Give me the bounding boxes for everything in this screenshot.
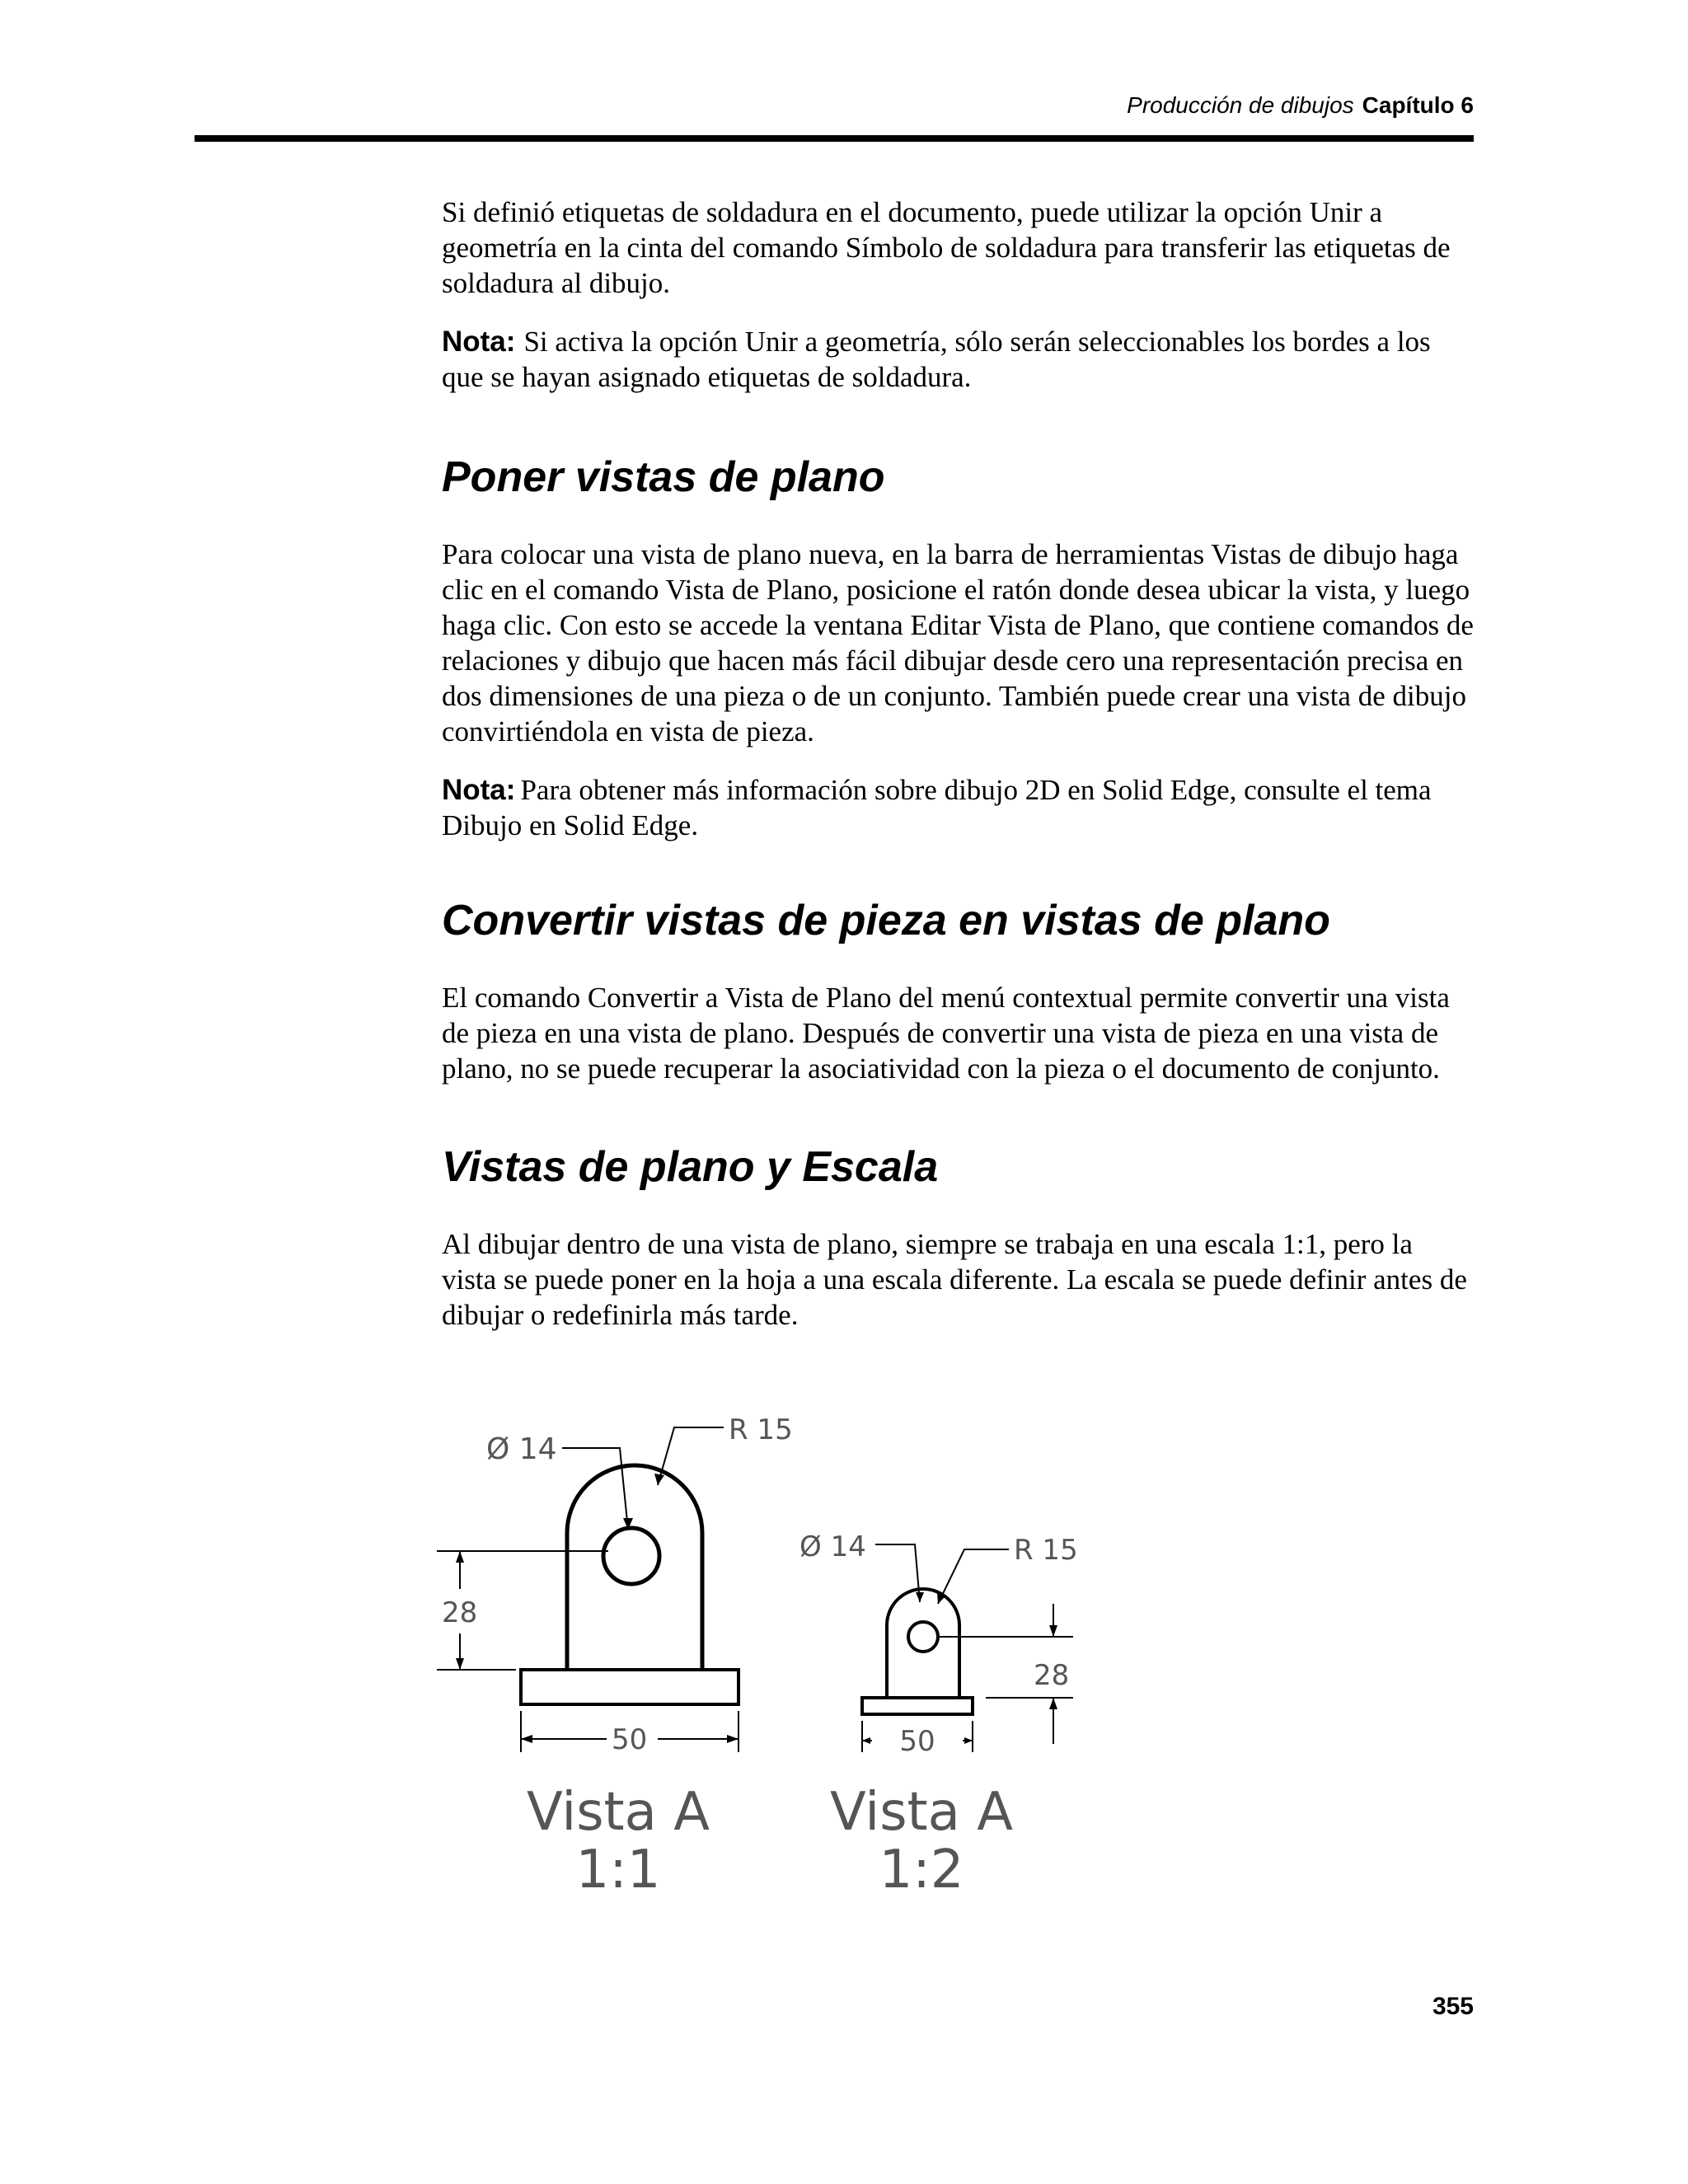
width-label-large: 50 <box>612 1723 648 1756</box>
drawing-views-svg <box>437 1418 1113 1912</box>
view-small <box>862 1544 1073 1752</box>
header-rule <box>195 135 1474 142</box>
dimension-arrow <box>964 1737 973 1744</box>
radius-label-small: R 15 <box>1014 1534 1078 1567</box>
diameter-label-small: Ø 14 <box>799 1530 866 1563</box>
view-scale-small: 1:2 <box>879 1840 964 1900</box>
base-plate-large <box>521 1670 738 1704</box>
note-label: Nota: <box>442 326 516 358</box>
radius-label-large: R 15 <box>729 1418 793 1446</box>
radius-leader-large <box>658 1427 724 1485</box>
header-chapter-name: Producción de dibujos <box>1127 92 1354 118</box>
leader-arrow <box>916 1592 924 1602</box>
dimension-arrow <box>1049 1698 1057 1709</box>
diameter-leader-large <box>562 1448 628 1530</box>
dimension-arrow <box>727 1735 738 1743</box>
radius-leader-small <box>938 1549 1009 1604</box>
note-text: Si activa la opción Unir a geometría, sólo serán seleccionables los bordes a los que se hayan asignado etiquetas de soldadura. <box>442 326 1431 393</box>
height-label-small: 28 <box>1034 1659 1070 1692</box>
section3-paragraph: Al dibujar dentro de una vista de plano, siempre se trabaja en una escala 1:1, pero la vista se puede poner en la hoja a una escala diferente. La escala se puede definir antes de dibujar o redefinirla más tarde. <box>442 1228 1467 1331</box>
dimension-arrow <box>456 1551 464 1563</box>
intro-paragraph: Si definió etiquetas de soldadura en el documento, puede utilizar la opción Unir a geometría en la cinta del comando Símbolo de soldadura para transferir las etiquetas de soldadura al dibujo. <box>442 196 1451 299</box>
dimension-arrow <box>862 1737 870 1744</box>
section-heading-vistas-escala: Vistas de plano y Escala <box>442 1143 939 1191</box>
upright-small <box>887 1589 959 1698</box>
base-plate-small <box>862 1698 973 1714</box>
page-number: 355 <box>1432 1993 1474 2020</box>
view-name-small: Vista A <box>830 1782 1013 1843</box>
height-label-large: 28 <box>442 1596 478 1629</box>
hole-large <box>603 1528 659 1584</box>
drawing-views-figure <box>437 1418 1113 1916</box>
view-large <box>437 1427 738 1752</box>
dimension-arrow <box>456 1658 464 1670</box>
section2-paragraph: El comando Convertir a Vista de Plano del menú contextual permite convertir una vista de pieza en una vista de plano. Después de convertir una vista de pieza en una vista de plano, no se puede recuperar la asociatividad con la pieza o el documento de conjunto. <box>442 982 1450 1085</box>
upright-large <box>567 1465 702 1670</box>
dimension-arrow <box>521 1735 532 1743</box>
note-text: Para obtener más información sobre dibujo 2D en Solid Edge, consulte el tema Dibujo en Solid Edge. <box>442 774 1432 841</box>
intro-note <box>442 324 1474 395</box>
leader-arrow <box>654 1474 664 1485</box>
section-heading-poner-vistas: Poner vistas de plano <box>442 453 885 501</box>
section1-note <box>442 772 1474 843</box>
view-scale-large: 1:1 <box>575 1840 661 1900</box>
note-label: Nota: <box>442 774 516 806</box>
section1-paragraph: Para colocar una vista de plano nueva, en la barra de herramientas Vistas de dibujo haga clic en el comando Vista de Plano, posicione el ratón donde desea ubicar la vista, y luego haga clic. Con esto se accede la ventana Editar Vista de Plano, que contiene comandos de relaciones y dibujo que hacen más fácil dibujar desde cero una representación precisa en dos dimensiones de una pieza o de un conjunto. También puede crear una vista de dibujo convirtiéndola en vista de pieza. <box>442 538 1474 748</box>
running-header <box>195 92 1474 119</box>
dimension-arrow <box>1049 1625 1057 1637</box>
section-heading-convertir-vistas: Convertir vistas de pieza en vistas de plano <box>442 897 1330 944</box>
view-name-large: Vista A <box>527 1782 710 1843</box>
hole-small <box>908 1622 938 1652</box>
diameter-label-large: Ø 14 <box>486 1432 557 1466</box>
width-label-small: 50 <box>899 1725 935 1758</box>
page-content <box>442 194 1474 1356</box>
labels-large <box>442 1418 793 1900</box>
header-chapter-number: Capítulo 6 <box>1362 92 1474 118</box>
diameter-leader-small <box>875 1544 920 1602</box>
